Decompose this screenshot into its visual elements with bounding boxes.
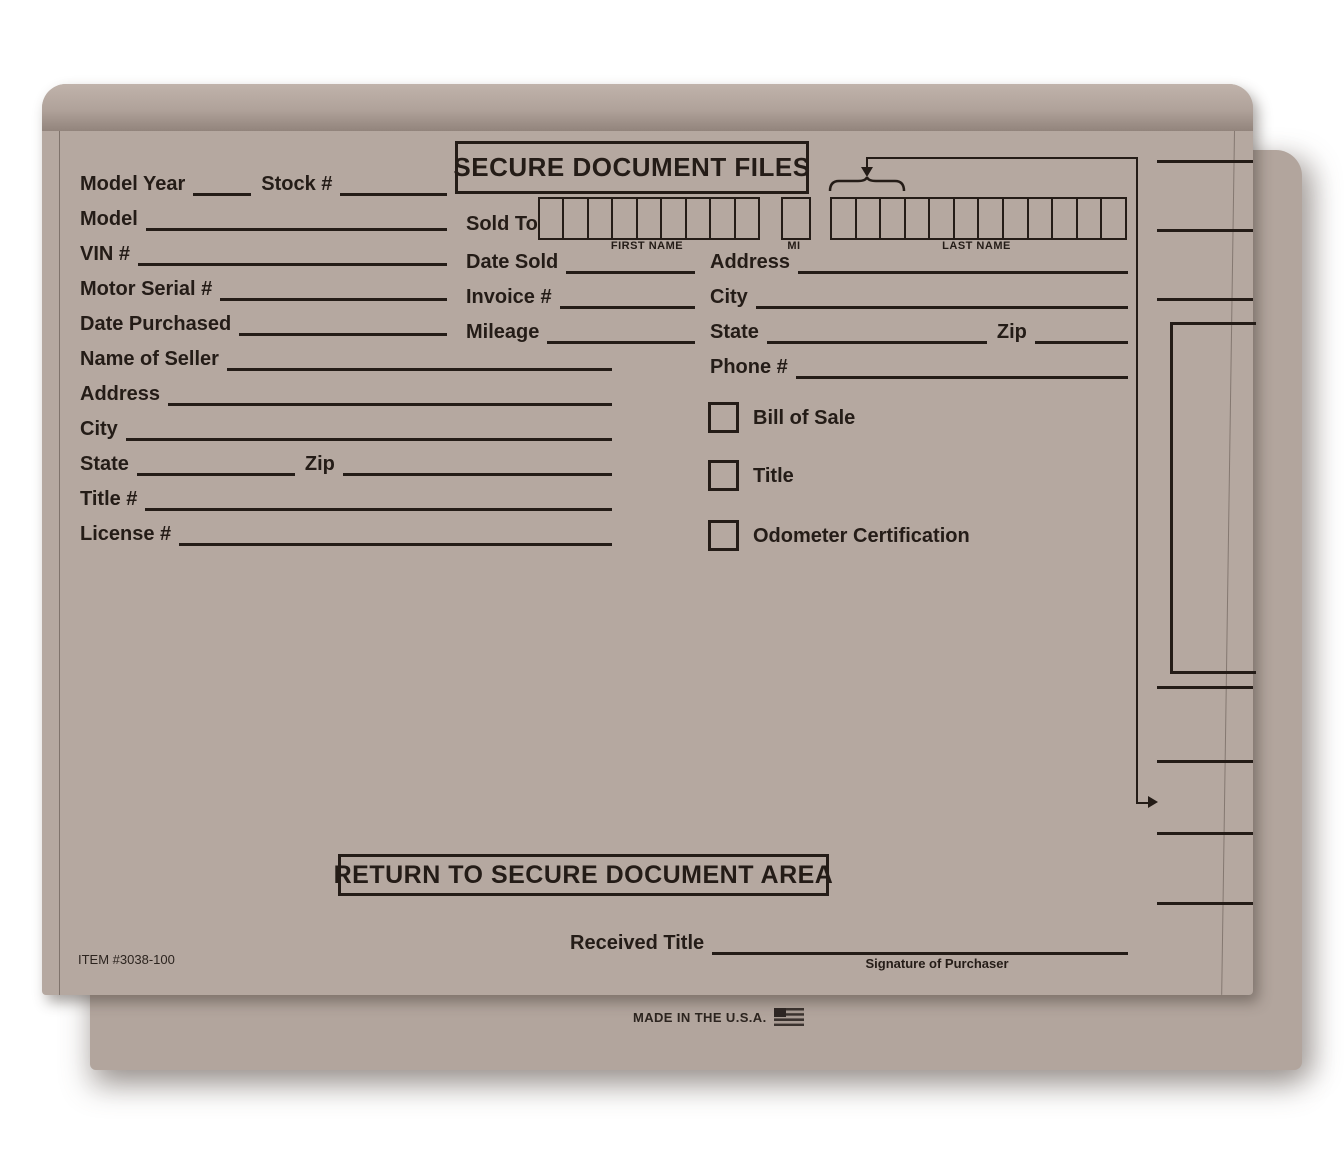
license-number-line [179,517,612,546]
name-of-seller-line [227,342,612,371]
envelope-top-fold [42,84,1253,131]
name-of-seller-label: Name of Seller [80,348,219,370]
seller-zip-line [343,447,612,476]
field-vin [80,240,447,266]
mi-box [781,197,811,240]
bill-of-sale-checkbox [708,402,739,433]
field-buyer-city [710,283,1128,309]
first-name-boxes [538,197,760,240]
made-in-usa-label: MADE IN THE U.S.A. [633,1009,767,1025]
last-name-brace [828,176,906,192]
phone-label: Phone # [710,356,788,378]
side-tab-box [1170,322,1256,674]
stock-line [340,167,447,196]
first-name-caption: FIRST NAME [610,240,684,252]
received-title-line [712,926,1128,955]
buyer-city-label: City [710,286,748,308]
buyer-city-line [756,280,1128,309]
field-name-of-seller [80,345,612,371]
field-phone [710,353,1128,379]
left-seam-line [59,131,60,995]
invoice-line [560,280,695,309]
invoice-label: Invoice # [466,286,552,308]
checkbox-row-odometer [708,520,970,551]
received-title-label: Received Title [570,932,705,954]
seller-zip-label: Zip [304,453,335,475]
checkbox-row-bill-of-sale [708,402,855,433]
field-buyer-address [710,248,1128,274]
side-tab-line [1157,298,1253,301]
field-model-year-stock [80,170,447,196]
signature-caption: Signature of Purchaser [865,956,1009,971]
vin-label: VIN # [80,243,131,265]
field-motor-serial [80,275,447,301]
title-box [455,141,809,194]
field-seller-city [80,415,612,441]
last-name-boxes [830,197,1127,240]
license-number-label: License # [80,523,172,545]
seller-city-label: City [80,418,118,440]
title-number-label: Title # [80,488,138,510]
annotation-line-side [1136,157,1138,802]
annotation-stub [866,157,868,167]
field-license-number [80,520,612,546]
field-seller-state-zip [80,450,612,476]
return-banner-label: RETURN TO SECURE DOCUMENT AREA [333,860,834,889]
field-date-sold [466,248,695,274]
motor-serial-line [220,272,447,301]
date-purchased-label: Date Purchased [80,313,232,335]
checkbox-row-title [708,460,794,491]
side-tab-line [1157,686,1253,689]
vin-line [138,237,447,266]
model-label: Model [80,208,138,230]
buyer-state-label: State [710,321,759,343]
buyer-zip-line [1035,315,1128,344]
side-tab-line [1157,229,1253,232]
field-seller-address [80,380,612,406]
phone-line [796,350,1128,379]
bill-of-sale-label: Bill of Sale [753,406,856,429]
model-year-line [193,167,251,196]
buyer-state-line [767,315,987,344]
seller-state-label: State [80,453,129,475]
buyer-address-line [798,245,1128,274]
title-checkbox [708,460,739,491]
page-title: SECURE DOCUMENT FILES [453,152,811,182]
arrow-right-icon [1148,796,1158,808]
mileage-line [547,315,695,344]
annotation-line-top [867,157,1138,159]
field-title-number [80,485,612,511]
buyer-address-label: Address [710,251,791,273]
mileage-label: Mileage [466,321,540,343]
field-date-purchased [80,310,447,336]
model-year-label: Model Year [80,173,186,195]
side-tab-line [1157,760,1253,763]
sold-to-label: Sold To [466,213,538,235]
title-label: Title [753,464,794,487]
model-line [146,202,447,231]
us-flag-icon [774,1008,804,1026]
item-number: ITEM #3038-100 [78,952,175,967]
mi-caption: MI [787,240,801,252]
side-tab-line [1157,832,1253,835]
seller-state-line [137,447,295,476]
return-banner [333,854,834,896]
stock-label: Stock # [261,173,333,195]
side-tab-line [1157,160,1253,163]
seller-city-line [126,412,612,441]
seller-address-line [168,377,612,406]
seller-address-label: Address [80,383,161,405]
made-in-usa [633,1008,804,1026]
field-received-title [570,929,1128,955]
last-name-caption: LAST NAME [942,240,1011,252]
field-model [80,205,447,231]
date-sold-label: Date Sold [466,251,559,273]
title-number-line [145,482,612,511]
odometer-label: Odometer Certification [753,524,970,547]
field-invoice [466,283,695,309]
odometer-checkbox [708,520,739,551]
date-purchased-line [239,307,447,336]
field-mileage [466,318,695,344]
buyer-zip-label: Zip [996,321,1027,343]
side-tab-line [1157,902,1253,905]
motor-serial-label: Motor Serial # [80,278,213,300]
field-buyer-state-zip [710,318,1128,344]
date-sold-line [566,245,695,274]
envelope-front [42,84,1253,995]
